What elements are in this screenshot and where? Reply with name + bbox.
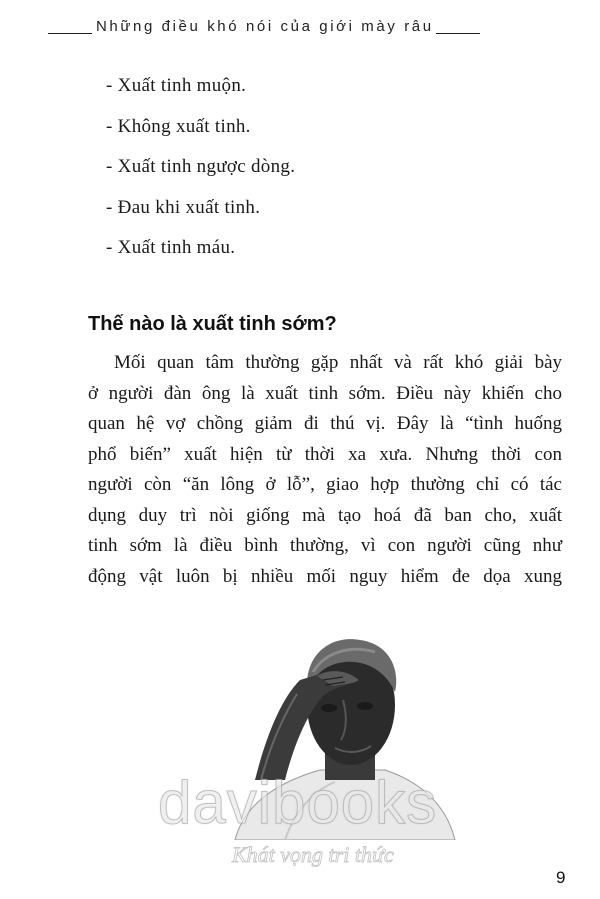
paragraph-line: dụng duy trì nòi giống mà tạo hoá đã ban cho, xuất <box>88 504 562 526</box>
paragraph-line: tinh sớm là điều bình thường, vì con người cũng như <box>88 535 562 556</box>
list-item: - Không xuất tinh. <box>106 115 251 137</box>
bullet-list <box>106 72 295 275</box>
header-rule-right <box>436 33 480 34</box>
paragraph-line: phổ biến” xuất hiện từ thời xa xưa. Nhưng thời con <box>88 443 562 465</box>
list-item: - Xuất tinh máu. <box>106 237 236 258</box>
paragraph-line: Mối quan tâm thường gặp nhất và rất khó giải bày <box>114 352 562 373</box>
running-header <box>48 18 560 35</box>
paragraph-line: quan hệ vợ chồng giảm đi thú vị. Đây là “tình huống <box>88 413 562 434</box>
paragraph-line: động vật luôn bị nhiều mối nguy hiểm đe dọa xung <box>88 565 562 587</box>
body-paragraph <box>88 348 562 592</box>
section-heading: Thế nào là xuất tinh sớm? <box>88 313 337 335</box>
paragraph-line: người còn “ăn lông ở lỗ”, giao hợp thường chỉ có tác <box>88 474 562 495</box>
watermark-brand: davibooks <box>158 769 438 836</box>
list-item: - Xuất tinh muộn. <box>106 75 247 96</box>
list-item: - Đau khi xuất tinh. <box>106 196 261 218</box>
paragraph-line: ở người đàn ông là xuất tinh sớm. Điều này khiến cho <box>88 382 562 404</box>
header-rule-left <box>48 33 92 34</box>
list-item: - Xuất tinh ngược dòng. <box>106 156 296 177</box>
running-title: Những điều khó nói của giới mày râu <box>96 18 434 35</box>
watermark-tagline: Khát vọng tri thức <box>232 842 394 867</box>
page-number: 9 <box>556 868 566 887</box>
